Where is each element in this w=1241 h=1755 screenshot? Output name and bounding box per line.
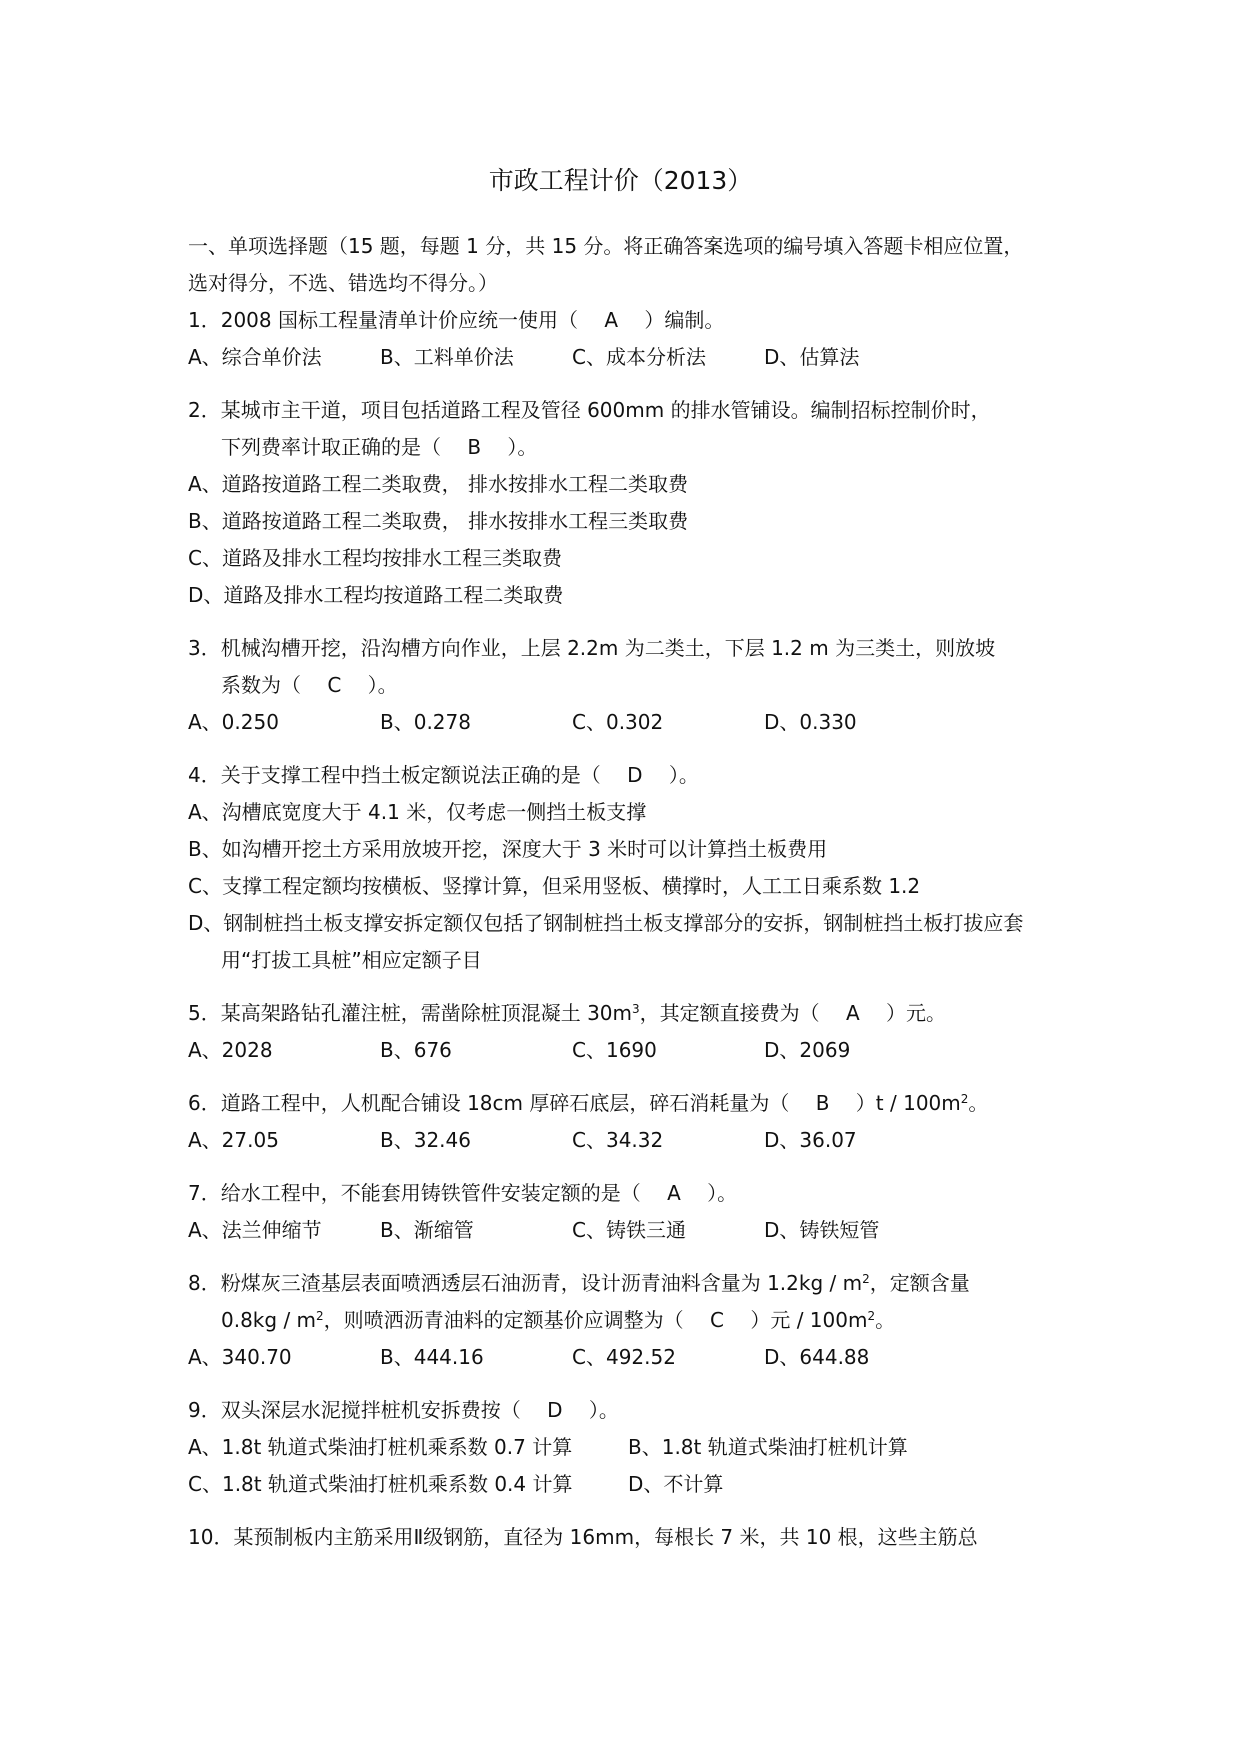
question-5-text: 5．某高架路钻孔灌注桩，需凿除桩顶混凝土 30m bbox=[188, 1001, 633, 1025]
option-d: D、0.330 bbox=[764, 710, 857, 734]
option-d-line-1: D、钢制桩挡土板支撑安拆定额仅包括了钢制桩挡土板支撑部分的安拆，钢制桩挡土板打拔应套 bbox=[188, 911, 1024, 935]
question-1: 1．2008 国标工程量清单计价应统一使用（ A ）编制。 bbox=[188, 308, 725, 332]
option-b: B、676 bbox=[380, 1038, 452, 1062]
option-c: C、道路及排水工程均按排水工程三类取费 bbox=[188, 546, 562, 570]
question-2-line-2: 下列费率计取正确的是（ B ）。 bbox=[221, 435, 538, 459]
question-8-line-2 bbox=[188, 1302, 1068, 1339]
option-b: B、道路按道路工程二类取费， 排水按排水工程三类取费 bbox=[188, 509, 689, 533]
option-b: B、32.46 bbox=[380, 1128, 471, 1152]
option-b: B、1.8t 轨道式柴油打桩机计算 bbox=[628, 1435, 908, 1459]
question-6 bbox=[188, 1085, 1068, 1122]
page-title: 市政工程计价（2013） bbox=[488, 166, 753, 195]
option-a: A、法兰伸缩节 bbox=[188, 1218, 322, 1242]
option-d: D、644.88 bbox=[764, 1345, 870, 1369]
option-d: D、估算法 bbox=[764, 345, 860, 369]
exam-content bbox=[188, 228, 1068, 1556]
question-4: 4．关于支撑工程中挡土板定额说法正确的是（ D ）。 bbox=[188, 763, 699, 787]
option-d: D、铸铁短管 bbox=[764, 1218, 880, 1242]
option-a: A、2028 bbox=[188, 1038, 273, 1062]
option-b: B、0.278 bbox=[380, 710, 471, 734]
option-c: C、成本分析法 bbox=[572, 345, 706, 369]
question-8-text-3: ，则喷洒沥青油料的定额基价应调整为（ C ）元 / 100m bbox=[323, 1308, 868, 1332]
option-a: A、27.05 bbox=[188, 1128, 279, 1152]
question-2-line-1: 2．某城市主干道，项目包括道路工程及管径 600mm 的排水管铺设。编制招标控制价时， bbox=[188, 398, 991, 422]
question-5-text-end: ，其定额直接费为（ A ）元。 bbox=[639, 1001, 947, 1025]
question-8-line-1 bbox=[188, 1265, 1068, 1302]
question-6-options bbox=[188, 1122, 1068, 1159]
superscript: 2 bbox=[867, 1308, 876, 1323]
option-a: A、沟槽底宽度大于 4.1 米，仅考虑一侧挡土板支撑 bbox=[188, 800, 647, 824]
superscript: 3 bbox=[632, 1001, 640, 1016]
question-3-line-1: 3．机械沟槽开挖，沿沟槽方向作业，上层 2.2m 为二类土，下层 1.2 m 为三类土，则放坡 bbox=[188, 636, 996, 660]
option-c: C、1.8t 轨道式柴油打桩机乘系数 0.4 计算 bbox=[188, 1472, 573, 1496]
option-d: D、道路及排水工程均按道路工程二类取费 bbox=[188, 583, 564, 607]
question-1-options bbox=[188, 339, 1068, 376]
option-c: C、34.32 bbox=[572, 1128, 664, 1152]
question-6-text: 6．道路工程中，人机配合铺设 18cm 厚碎石底层，碎石消耗量为（ B ）t / 100m bbox=[188, 1091, 961, 1115]
option-c: C、0.302 bbox=[572, 710, 664, 734]
question-9-options-row-2 bbox=[188, 1466, 1068, 1503]
question-3-line-2: 系数为（ C ）。 bbox=[221, 673, 398, 697]
option-a: A、道路按道路工程二类取费， 排水按排水工程二类取费 bbox=[188, 472, 689, 496]
superscript: 2 bbox=[862, 1271, 870, 1286]
option-b: B、工料单价法 bbox=[380, 345, 514, 369]
option-c: C、1690 bbox=[572, 1038, 657, 1062]
option-a: A、340.70 bbox=[188, 1345, 292, 1369]
question-10: 10．某预制板内主筋采用Ⅱ级钢筋，直径为 16mm，每根长 7 米，共 10 根，这些主筋总 bbox=[188, 1525, 978, 1549]
option-c: C、铸铁三通 bbox=[572, 1218, 686, 1242]
question-8-text-2: 0.8kg / m bbox=[221, 1308, 317, 1332]
option-d-line-2: 用“打拔工具桩”相应定额子目 bbox=[221, 948, 482, 972]
option-b: B、渐缩管 bbox=[380, 1218, 474, 1242]
section-instructions-line-1: 一、单项选择题（15 题，每题 1 分，共 15 分。将正确答案选项的编号填入答题卡相应位置， bbox=[188, 234, 1024, 258]
option-a: A、1.8t 轨道式柴油打桩机乘系数 0.7 计算 bbox=[188, 1435, 573, 1459]
question-8-options bbox=[188, 1339, 1068, 1376]
question-7-options bbox=[188, 1212, 1068, 1249]
question-7: 7．给水工程中，不能套用铸铁管件安装定额的是（ A ）。 bbox=[188, 1181, 738, 1205]
question-8-text-end-2: 。 bbox=[875, 1308, 896, 1332]
option-c: C、支撑工程定额均按横板、竖撑计算，但采用竖板、横撑时，人工工日乘系数 1.2 bbox=[188, 874, 921, 898]
option-d: D、36.07 bbox=[764, 1128, 857, 1152]
question-5 bbox=[188, 995, 1068, 1032]
option-c: C、492.52 bbox=[572, 1345, 676, 1369]
question-6-text-end: 。 bbox=[968, 1091, 989, 1115]
option-a: A、综合单价法 bbox=[188, 345, 322, 369]
option-a: A、0.250 bbox=[188, 710, 279, 734]
option-d: D、2069 bbox=[764, 1038, 851, 1062]
question-9-options-row-1 bbox=[188, 1429, 1068, 1466]
question-8-text-end: ，定额含量 bbox=[869, 1271, 970, 1295]
question-3-options bbox=[188, 704, 1068, 741]
question-5-options bbox=[188, 1032, 1068, 1069]
question-8-text: 8．粉煤灰三渣基层表面喷洒透层石油沥青，设计沥青油料含量为 1.2kg / m bbox=[188, 1271, 863, 1295]
superscript: 2 bbox=[316, 1308, 324, 1323]
question-9: 9．双头深层水泥搅拌桩机安拆费按（ D ）。 bbox=[188, 1398, 619, 1422]
option-d: D、不计算 bbox=[628, 1472, 724, 1496]
superscript: 2 bbox=[960, 1091, 969, 1106]
option-b: B、如沟槽开挖土方采用放坡开挖，深度大于 3 米时可以计算挡土板费用 bbox=[188, 837, 828, 861]
option-b: B、444.16 bbox=[380, 1345, 484, 1369]
section-instructions-line-2: 选对得分，不选、错选均不得分。） bbox=[188, 271, 498, 295]
